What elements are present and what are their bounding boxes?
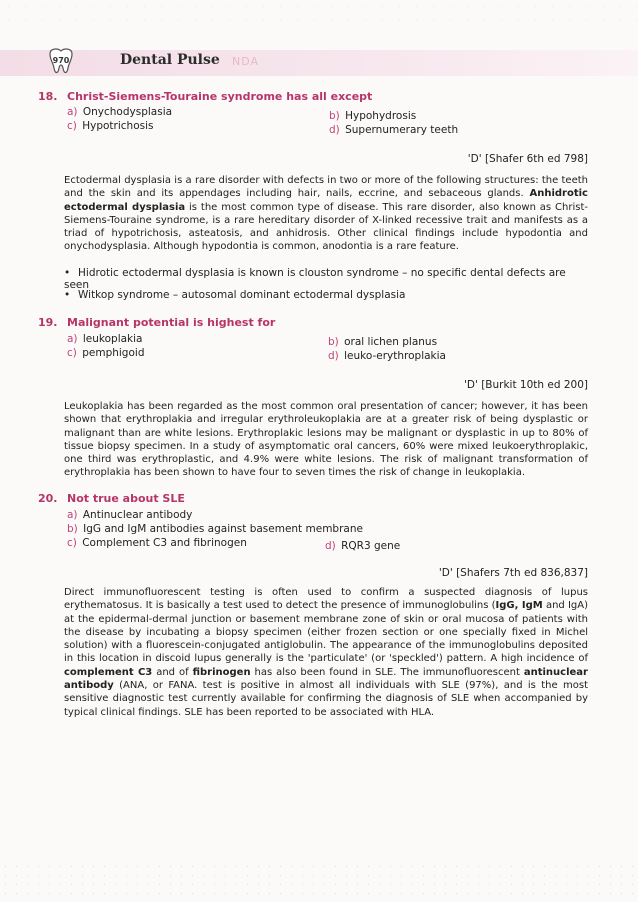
option-d: d) Supernumerary teeth — [329, 124, 459, 136]
option-c: c) Hypotrichosis — [67, 120, 154, 132]
option-c: c) pemphigoid — [67, 347, 145, 359]
answer-reference: 'D' [Burkit 10th ed 200] — [464, 379, 588, 391]
answer-reference: 'D' [Shafers 7th ed 836,837] — [438, 567, 588, 579]
page-number: 970 — [52, 56, 70, 65]
question-number: 19. — [38, 316, 58, 329]
brand-title: Dental Pulse — [120, 52, 220, 68]
brand-suffix: NDA — [232, 55, 260, 68]
question-text: Malignant potential is highest for — [67, 316, 276, 329]
bullet-item: • Hidrotic ectodermal dysplasia is known is clouston syndrome – no specific dental defects are seen — [64, 267, 566, 291]
question-number: 20. — [38, 492, 58, 505]
option-a: a) leukoplakia — [67, 333, 143, 345]
explanation-paragraph: Ectodermal dysplasia is a rare disorder with defects in two or more of the following structures: the teeth and the skin and its appendages including hair, nails, eccrine, and sebaceous glands. Anhidrotic ectodermal dysplasia is the most common type of disease. This rare disorder, also known as Christ-Siemens-Touraine syndrome, is a rare hereditary disorder of X-linked recessive trait and manifests as a triad of hypotrichosis, asteatosis, and anhidrosis. Other clinical findings include hypodontia and onychodysplasia. Although hypodontia is common, anodontia is a rare feature. — [64, 175, 588, 253]
question-number: 18. — [38, 90, 58, 103]
explanation-paragraph: Direct immunofluorescent testing is often used to confirm a suspected diagnosis of lupus erythematosus. It is basically a test used to detect the presence of immunoglobulins (IgG, IgM and IgA) at the epidermal-dermal junction or basement membrane zone of skin or oral mucosa of patients with the disease by incubating a biopsy specimen (either frozen section or one specially fixed in Michel solution) with a fluorescein-conjugated antiglobulin. The appearance of the immunoglobulins deposited in this location in discoid lupus generally is the 'particulate' (or 'speckled') pattern. A high incidence of complement C3 and of fibrinogen has also been found in SLE. The immunofluorescent antinuclear antibody (ANA, or FANA. test is positive in almost all individuals with SLE (97%), and is the most sensitive diagnostic test currently available for confirming the diagnosis of SLE when accompanied by typical clinical findings. SLE has been reported to be associated with HLA. — [64, 587, 588, 718]
option-a: a) Antinuclear antibody — [67, 509, 193, 521]
page-speckle-top — [0, 0, 638, 30]
page-speckle-bottom — [0, 862, 638, 902]
explanation-paragraph: Leukoplakia has been regarded as the most common oral presentation of cancer; however, it has been shown that erythroplakia and irregular erythroleukoplakia are at a greater risk of being dysplastic or malignant than are white lesions. Erythroplakic lesions may be malignant or dysplastic in up to 80% of tissue biopsy specimen. In a study of asymptomatic oral cancers, 60% were mixed leukoerythroplakic, one third was erythroplastic, and 4.9% were white lesions. The risk of malignant transformation of erythroplakia has been shown to have four to seven times the risk of change in leukoplakia. — [64, 401, 588, 479]
header-band — [0, 50, 638, 76]
question-text: Not true about SLE — [67, 492, 185, 505]
option-b: b) IgG and IgM antibodies against basement membrane — [67, 523, 363, 535]
option-d: d) RQR3 gene — [325, 540, 401, 552]
question-text: Christ-Siemens-Touraine syndrome has all except — [67, 90, 373, 103]
option-b: b) Hypohydrosis — [329, 110, 417, 122]
option-d: d) leuko-erythroplakia — [328, 350, 446, 362]
option-a: a) Onychodysplasia — [67, 106, 173, 118]
bullet-item: • Witkop syndrome – autosomal dominant ectodermal dysplasia — [64, 289, 406, 301]
answer-reference: 'D' [Shafer 6th ed 798] — [467, 153, 588, 165]
option-b: b) oral lichen planus — [328, 336, 438, 348]
option-c: c) Complement C3 and fibrinogen — [67, 537, 247, 549]
